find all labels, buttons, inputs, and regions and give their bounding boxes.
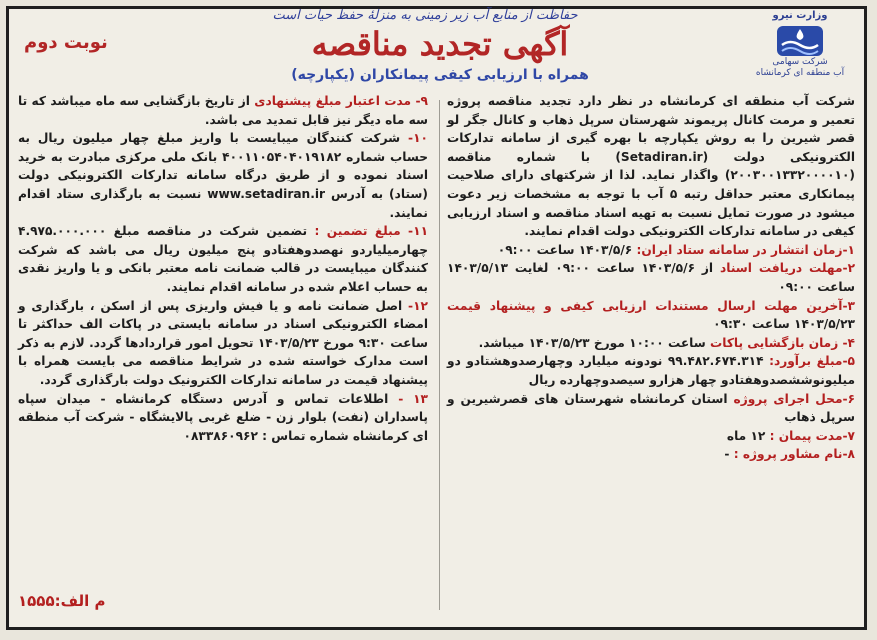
intro-paragraph: شرکت آب منطقه ای کرمانشاه در نظر دارد تجدید مناقصه پروژه تعمیر و مرمت کانال پریموند شهرستان سرپل ذهاب و کانال جگر لو قصر شیرین را به روش یکپارچه با بهره گیری از سامانه تدارکات الکترونیکی دولت (Setadiran.ir) با شماره مناقصه (۲۰۰۳۰۰۱۳۳۲۰۰۰۰۱۰) واگذار نماید. لذا از شرکتهای دارای صلاحیت پیمانکاری معتبر حداقل رتبه ۵ آب با توجه به مشخصات زیر دعوت میشود در صورت تمایل نسبت به تهیه اسناد مناقصه و اسناد ارزیابی کیفی در سامانه تدارکات الکترونیکی دولت اقدام نمایند. [447, 94, 856, 239]
item-label: ۶-محل اجرای پروژه [733, 391, 856, 406]
item-label: ۱۰- [408, 131, 428, 146]
logo-company-line-1: شرکت سهامی [772, 57, 828, 67]
item-label: ۸-نام مشاور پروژه : [733, 447, 855, 462]
item-text: - [724, 447, 730, 462]
item-label: ۱۳ - [398, 391, 428, 406]
item-label: ۱-زمان انتشار در سامانه ستاد ایران: [636, 242, 855, 257]
right-column [447, 92, 855, 464]
item-bid-validity [18, 92, 428, 129]
item-text: ۱۲ ماه [726, 428, 766, 443]
item-label: ۱۲- [408, 298, 428, 313]
item-opening-time [447, 334, 855, 353]
item-consultant [447, 445, 855, 464]
item-submission-deadline [447, 297, 855, 334]
item-label: ۹- مدت اعتبار مبلغ پیشنهادی [254, 94, 428, 108]
ad-subtitle: همراه با ارزیابی کیفی پیمانکاران (یکپارچه) [291, 67, 589, 83]
item-text: ساعت ۱۰:۰۰ مورخ ۱۴۰۳/۵/۲۳ میباشد. [478, 335, 706, 350]
water-drop-emblem-icon [776, 25, 824, 57]
item-guarantee-submission [18, 297, 428, 390]
header-motto: حفاظت از منابع آب زیر زمینی به منزلهٔ حفظ حیات است [272, 8, 578, 23]
item-text: ۱۴۰۳/۵/۲۳ ساعت ۰۹:۳۰ [713, 317, 855, 332]
item-guarantee-amount [18, 222, 428, 296]
item-label: ۲-مهلت دریافت اسناد [719, 261, 856, 276]
item-document-purchase [18, 129, 428, 222]
item-text: اصل ضمانت نامه و یا فیش واریزی پس از اسکن ، بارگذاری و امضاء الکترونیکی اسناد در سامانه بایستی در پاکات الف حداکثر تا ساعت ۹:۳۰ مورخ ۱۴۰۳/۵/۲۳ تحویل امور قراردادها گردد. لازم به ذکر است مدارک خواسته شده در شرایط مناقصه می بایست همراه با پیشنهاد قیمت در سامانه تدارکات الکترونیک دولت بارگذاری گردد. [18, 298, 428, 387]
item-text: استان کرمانشاه شهرستان های قصرشیرین و سرپل ذهاب [447, 391, 855, 425]
item-text: ۹۹.۴۸۲.۶۷۴.۳۱۴ نودونه میلیارد وچهارصدوهشتادو دو میلیونوششصدوهفتادو چهار هزارو سیصدوچهارده ریال [447, 354, 855, 387]
item-text: تضمین شرکت در مناقصه مبلغ ۴.۹۷۵.۰۰۰.۰۰۰ چهارمیلیاردو نهصدوهفتادو پنج میلیون ریال می باشد که شرکت کنندگان میبایست در قالب ضمانت نامه معتبر بانکی و یا واریز نقدی به حساب اعلام شده در سامانه اقدام نمایند. [18, 224, 428, 294]
item-label: ۴- زمان بازگشایی پاکات [710, 335, 855, 350]
publication-round: نوبت دوم [24, 32, 108, 53]
item-label: ۷-مدت پیمان : [769, 428, 855, 443]
left-column [18, 92, 428, 445]
item-contact-info [18, 390, 428, 446]
ad-reference-code: م الف:۱۵۵۵ [18, 592, 106, 610]
item-text: از تاریخ بازگشایی سه ماه میباشد که تا سه ماه دیگر نیز قابل تمدید می باشد. [18, 94, 428, 127]
item-label: ۱۱- مبلغ تضمین : [314, 224, 429, 239]
item-text: از ۱۴۰۳/۵/۶ ساعت ۰۹:۰۰ لغایت ۱۴۰۳/۵/۱۳ ساعت ۰۹:۰۰ [447, 261, 855, 294]
company-logo [745, 10, 855, 80]
item-publish-time [447, 241, 855, 260]
ad-title: آگهی تجدید مناقصه [311, 25, 569, 63]
logo-ministry-text: وزارت نیرو [772, 10, 828, 21]
item-label: ۳-آخرین مهلت ارسال مستندات ارزیابی کیفی و پیشنهاد قیمت [447, 298, 855, 313]
item-text: ۱۴۰۳/۵/۶ ساعت ۰۹:۰۰ [497, 242, 633, 257]
item-text: اطلاعات تماس و آدرس دستگاه کرمانشاه - میدان سپاه پاسداران (نفت) بلوار زن - ضلع غربی پالایشگاه - شرکت آب منطقه ای کرمانشاه شماره تماس : ۰۸۳۳۸۶۰۹۶۲ [18, 391, 428, 443]
column-divider [439, 100, 440, 610]
item-contract-duration [447, 427, 855, 446]
item-label: ۵-مبلغ برآورد: [769, 354, 855, 369]
logo-company-line-2: آب منطقه ای کرمانشاه [755, 68, 845, 78]
item-document-deadline [447, 259, 855, 296]
item-project-location [447, 390, 855, 427]
item-estimate-amount [447, 352, 855, 389]
item-text: شرکت کنندگان میبایست با واریز مبلغ چهار میلیون ریال به حساب شماره ۴۰۰۱۱۰۵۴۰۴۰۱۹۱۸۲ بانک ملی مرکزی مبادرت به خرید اسناد نموده و از طریق درگاه سامانه تدارکات الکترونیکی دولت (ستاد) به آدرس www.setadiran.ir نسبت به بارگذاری ستاد اقدام نمایند. [18, 131, 429, 220]
